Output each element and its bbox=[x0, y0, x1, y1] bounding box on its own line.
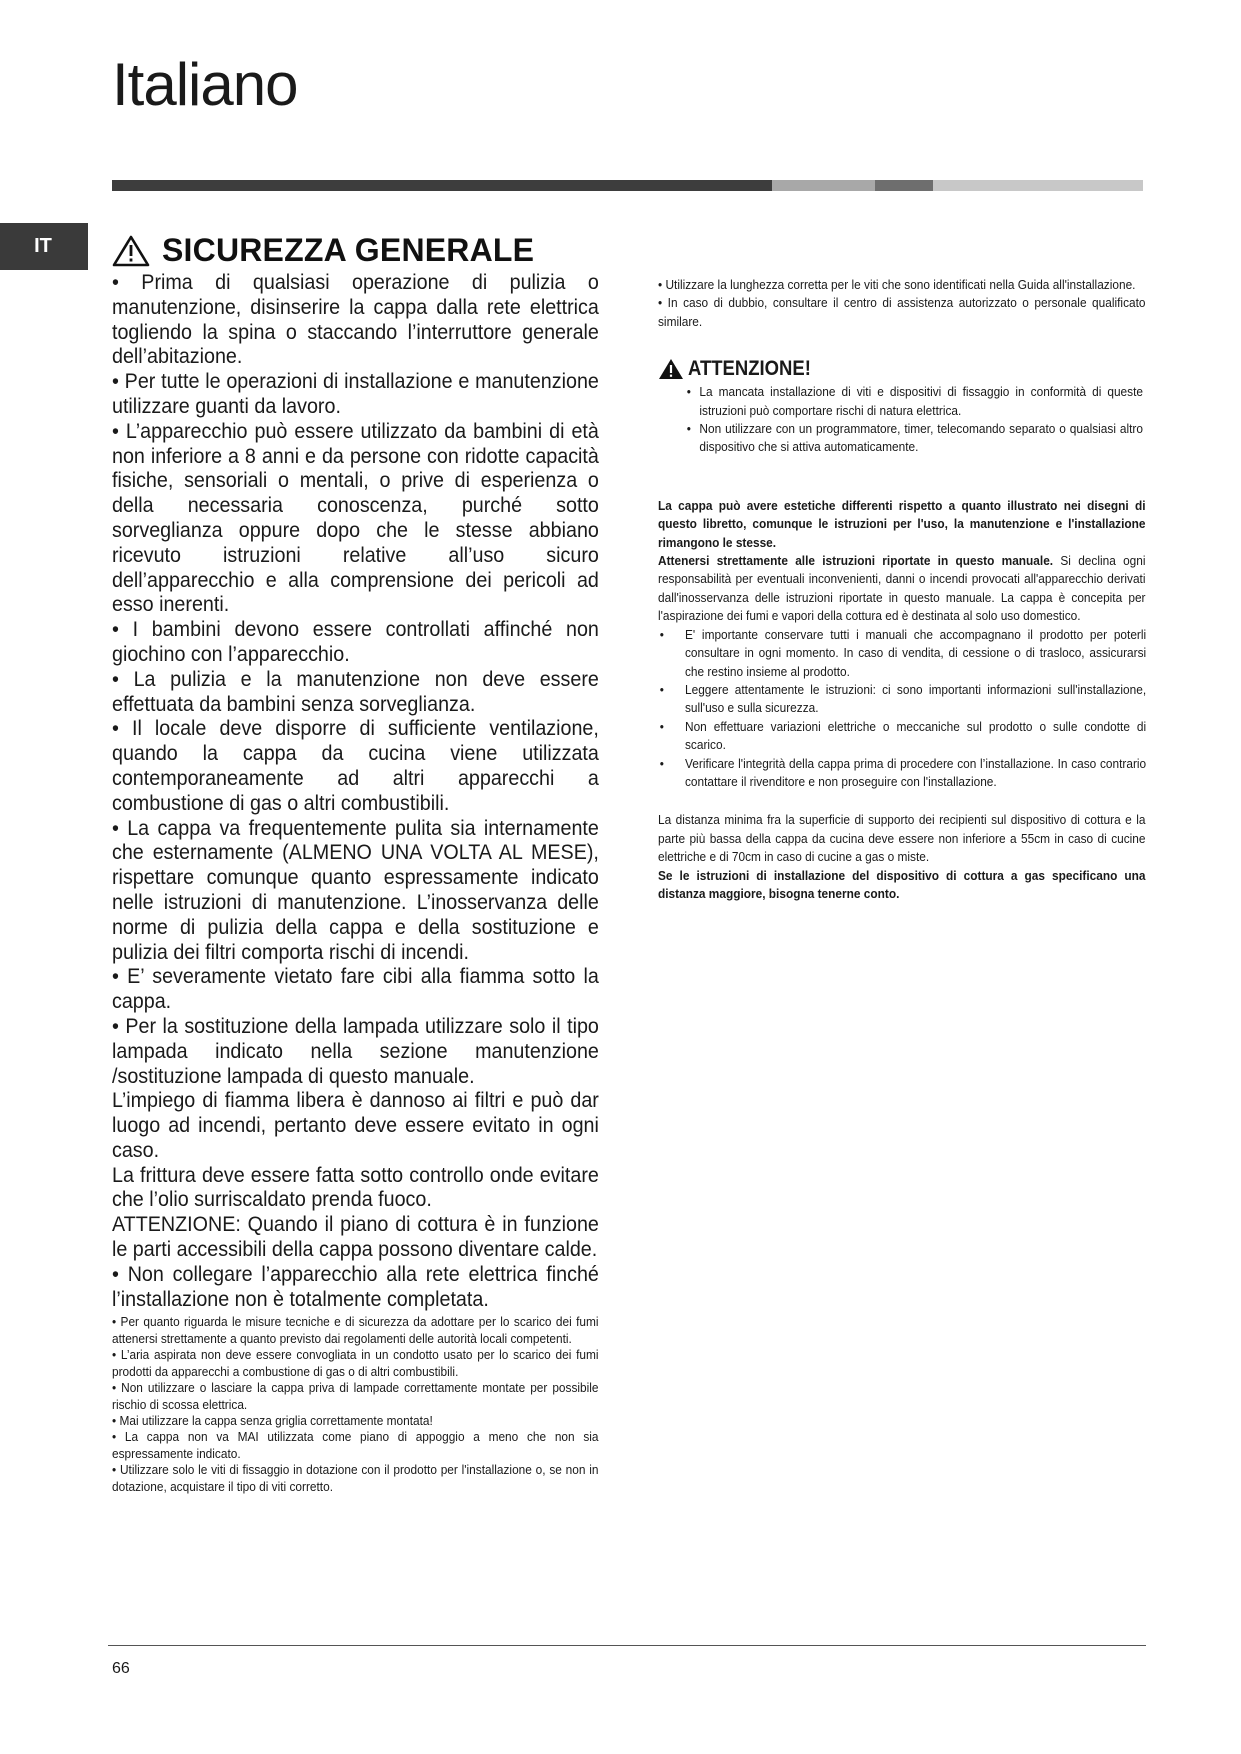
paragraph: • Il locale deve disporre di sufficiente ventilazione, quando la cappa da cucina viene utilizzata contemporaneamente ad altri apparecchi a combustione di gas o altri combustibili. bbox=[112, 717, 599, 815]
page-number: 66 bbox=[112, 1660, 130, 1677]
warning-filled-icon bbox=[658, 358, 684, 380]
small-paragraph: • Per quanto riguarda le misure tecniche e di sicurezza da adottare per lo scarico dei fumi attenersi strettamente a quanto previsto dai regolamenti delle autorità locali competenti. bbox=[112, 1314, 599, 1346]
language-title: Italiano bbox=[112, 51, 298, 118]
paragraph: • Per la sostituzione della lampada utilizzare solo il tipo lampada indicato nella sezione manutenzione /sostituzione lampada di questo manuale. bbox=[112, 1014, 599, 1088]
paragraph: La frittura deve essere fatta sotto controllo onde evitare che l’olio surriscaldato prenda fuoco. bbox=[112, 1163, 599, 1212]
intro-paragraph: • Utilizzare la lunghezza corretta per le viti che sono identificati nella Guida all'installazione. bbox=[658, 277, 1136, 292]
section-heading bbox=[112, 232, 599, 269]
attention-item: • La mancata installazione di viti e dispositivi di fissaggio in conformità di queste istruzioni può comportare rischi di natura elettrica. bbox=[658, 383, 1143, 420]
paragraph: ATTENZIONE: Quando il piano di cottura è in funzione le parti accessibili della cappa possono diventare calde. bbox=[112, 1213, 599, 1262]
header-bar-dark bbox=[112, 180, 772, 191]
header-bar-pale bbox=[933, 180, 1143, 191]
left-column bbox=[112, 232, 599, 1495]
bullet-item: • Non effettuare variazioni elettriche o meccaniche sul prodotto o sulle condotte di scarico. bbox=[658, 718, 1146, 755]
strict-bold: Attenersi strettamente alle istruzioni riportate in questo manuale. bbox=[658, 553, 1054, 569]
header-bar-mid bbox=[875, 180, 933, 191]
paragraph: L’impiego di fiamma libera è dannoso ai filtri e può dar luogo ad incendi, pertanto deve essere evitato in ogni caso. bbox=[112, 1089, 599, 1162]
section-title: SICUREZZA GENERALE bbox=[162, 232, 535, 268]
small-paragraph: • La cappa non va MAI utilizzata come piano di appoggio a meno che non sia espressamente indicato. bbox=[112, 1429, 599, 1461]
bold-note: La cappa può avere estetiche differenti rispetto a quanto illustrato nei disegni di questo libretto, comunque le istruzioni per l'uso, la manutenzione e l'installazione rimangono le stesse. bbox=[658, 497, 1146, 550]
bullet-item: • Verificare l'integrità della cappa prima di procedere con l’installazione. In caso contrario contattare il rivenditore e non proseguire con l'installazione. bbox=[658, 755, 1146, 792]
attention-item: • Non utilizzare con un programmatore, timer, telecomando separato o qualsiasi altro dispositivo che si attiva automaticamente. bbox=[658, 420, 1143, 457]
small-paragraph: • Utilizzare solo le viti di fissaggio in dotazione con il prodotto per l'installazione o, se non in dotazione, acquistare il tipo di viti corretto. bbox=[112, 1462, 599, 1494]
attention-list bbox=[658, 383, 1146, 457]
small-paragraph: • Non utilizzare o lasciare la cappa priva di lampade correttamente montate per possibile rischio di scossa elettrica. bbox=[112, 1380, 599, 1412]
paragraph: • La pulizia e la manutenzione non deve essere effettuata da bambini senza sorveglianza. bbox=[112, 667, 599, 716]
paragraph: • Per tutte le operazioni di installazione e manutenzione utilizzare guanti da lavoro. bbox=[112, 370, 599, 418]
header-bar-light bbox=[772, 180, 875, 191]
strict-instructions bbox=[658, 552, 1146, 626]
small-paragraphs bbox=[112, 1314, 599, 1494]
bullet-item: • Leggere attentamente le istruzioni: ci sono importanti informazioni sull'installazione, sull'uso e sulla sicurezza. bbox=[658, 681, 1146, 718]
paragraph: • I bambini devono essere controllati affinché non giochino con l’apparecchio. bbox=[112, 618, 599, 666]
paragraph: • Non collegare l’apparecchio alla rete elettrica finché l’installazione non è totalmente completata. bbox=[112, 1262, 599, 1311]
large-paragraphs bbox=[112, 271, 599, 1312]
distance-paragraph: La distanza minima fra la superficie di supporto dei recipienti sul dispositivo di cottura e la parte più bassa della cappa da cucina deve essere non inferiore a 55cm in caso di cucine elettriche e di 70cm in caso di cucine a gas o miste. bbox=[658, 812, 1146, 865]
right-column bbox=[658, 276, 1146, 903]
warning-outline-icon bbox=[112, 235, 150, 267]
paragraph: • E’ severamente vietato fare cibi alla fiamma sotto la cappa. bbox=[112, 965, 599, 1014]
distance-bold: Se le istruzioni di installazione del dispositivo di cottura a gas specificano una distanza maggiore, bisogna tenerne conto. bbox=[658, 867, 1146, 901]
small-paragraph: • Mai utilizzare la cappa senza griglia correttamente montata! bbox=[112, 1412, 433, 1428]
footer-rule bbox=[108, 1645, 1146, 1646]
strict-rest: Si declina ogni responsabilità per eventuali inconvenienti, danni o incendi provocati all'apparecchio derivati dall'inosservanza delle istruzioni riportate in questo manuale. La cappa è concepita per l'aspirazione dei fumi e vapori della cottura ed è destinata al solo uso domestico. bbox=[658, 553, 1146, 624]
language-tab: IT bbox=[0, 223, 88, 270]
bullet-list bbox=[658, 626, 1146, 792]
paragraph: • Prima di qualsiasi operazione di pulizia o manutenzione, disinserire la cappa dalla rete elettrica togliendo la spina o staccando l’interruttore generale dell’abitazione. bbox=[112, 271, 599, 369]
small-paragraph: • L’aria aspirata non deve essere convogliata in un condotto usato per lo scarico dei fumi prodotti da apparecchi a combustione di gas o di altri combustibili. bbox=[112, 1347, 599, 1379]
attention-title: ATTENZIONE! bbox=[688, 357, 811, 381]
paragraph: • La cappa va frequentemente pulita sia internamente che esternamente (ALMENO UNA VOLTA AL MESE), rispettare comunque quanto espressamente indicato nelle istruzioni di manutenzione. L’inosservanza delle norme di pulizia della cappa e della sostituzione e pulizia dei filtri comporta rischi di incendi. bbox=[112, 816, 599, 964]
bullet-item: • E' importante conservare tutti i manuali che accompagnano il prodotto per poterli consultare in ogni momento. In caso di vendita, di cessione o di trasloco, assicurarsi che restino insieme al prodotto. bbox=[658, 626, 1146, 681]
attention-heading bbox=[658, 357, 1146, 381]
paragraph: • L’apparecchio può essere utilizzato da bambini di età non inferiore a 8 anni e da persone con ridotte capacità fisiche, sensoriali o mentali, o prive di esperienza o della necessaria conoscenza, purché sotto sorveglianza oppure dopo che le stesse abbiano ricevuto istruzioni relative all’uso sicuro dell’apparecchio e alla comprensione dei pericoli ad esso inerenti. bbox=[112, 419, 599, 617]
intro-paragraph: • In caso di dubbio, consultare il centro di assistenza autorizzato o personale qualificato similare. bbox=[658, 295, 1146, 329]
